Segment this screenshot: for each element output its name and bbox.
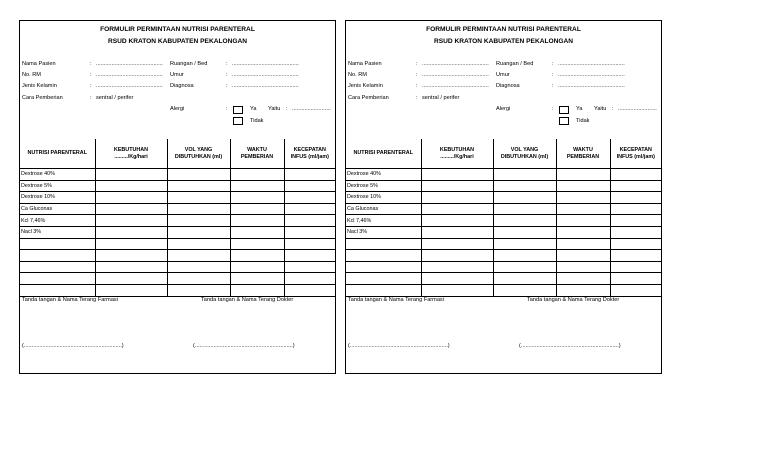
nutrition-name-cell bbox=[346, 273, 421, 285]
entry-cell[interactable] bbox=[284, 250, 335, 262]
input-dots-ruangan[interactable]: ........................................... bbox=[558, 61, 625, 67]
table-row bbox=[346, 215, 661, 227]
table-row bbox=[20, 226, 335, 238]
entry-cell[interactable] bbox=[230, 250, 284, 262]
table-row bbox=[20, 273, 335, 285]
form-title: FORMULIR PERMINTAAN NUTRISI PARENTERAL bbox=[100, 26, 255, 33]
entry-cell[interactable] bbox=[610, 284, 661, 296]
field-label-ruangan: Ruangan / Bed bbox=[496, 61, 534, 67]
entry-cell[interactable] bbox=[610, 192, 661, 204]
yaitu-input-dots[interactable]: ......................... bbox=[292, 106, 331, 112]
table-row bbox=[346, 250, 661, 262]
nutrition-name-cell bbox=[20, 261, 95, 273]
entry-cell[interactable] bbox=[167, 169, 230, 181]
column-header: VOL YANG DIBUTUHKAN (ml) bbox=[167, 139, 230, 169]
alergi-label: Alergi bbox=[170, 106, 185, 112]
sign-dokter-label: Tanda tangan & Nama Terang Dokter bbox=[201, 297, 294, 303]
table-row bbox=[346, 192, 661, 204]
entry-cell[interactable] bbox=[95, 169, 167, 181]
table-row bbox=[346, 284, 661, 296]
input-dots-diagnosa[interactable]: ........................................... bbox=[558, 83, 625, 89]
entry-cell[interactable] bbox=[95, 238, 167, 250]
table-row bbox=[20, 169, 335, 181]
checkbox-tidak[interactable] bbox=[559, 117, 569, 125]
colon: : bbox=[416, 95, 418, 101]
nutrition-name-cell: Dextrose 5% bbox=[20, 180, 95, 192]
entry-cell[interactable] bbox=[284, 215, 335, 227]
colon: : bbox=[226, 61, 228, 67]
entry-cell[interactable] bbox=[167, 284, 230, 296]
cara-pemberian-value: sentral / perifer bbox=[422, 95, 460, 101]
field-label-nama_pasien: Nama Pasien bbox=[22, 61, 56, 67]
table-header-row bbox=[20, 139, 335, 169]
entry-cell[interactable] bbox=[230, 226, 284, 238]
nutrition-name-cell: Kcl 7,46% bbox=[20, 215, 95, 227]
nutrition-name-cell bbox=[346, 284, 421, 296]
colon: : bbox=[416, 61, 418, 67]
ya-label: Ya bbox=[250, 106, 257, 112]
entry-cell[interactable] bbox=[610, 180, 661, 192]
nutrition-name-cell bbox=[346, 261, 421, 273]
entry-cell[interactable] bbox=[284, 169, 335, 181]
colon: : bbox=[90, 72, 92, 78]
table-row bbox=[346, 273, 661, 285]
entry-cell[interactable] bbox=[556, 261, 610, 273]
nutrition-table bbox=[346, 139, 661, 297]
nutrition-name-cell bbox=[20, 273, 95, 285]
table-row bbox=[20, 261, 335, 273]
nutrition-name-cell: Kcl 7,46% bbox=[346, 215, 421, 227]
column-header: KECEPATAN INFUS (ml/jam) bbox=[284, 139, 335, 169]
field-label-jenis_kelamin: Jenis Kelamin bbox=[348, 83, 383, 89]
nutrition-name-cell: Ca Gluconas bbox=[20, 203, 95, 215]
entry-cell[interactable] bbox=[556, 238, 610, 250]
entry-cell[interactable] bbox=[610, 215, 661, 227]
table-row bbox=[20, 284, 335, 296]
entry-cell[interactable] bbox=[167, 238, 230, 250]
sign-dokter-blank[interactable]: (...............................................................) bbox=[519, 343, 621, 349]
table-row bbox=[346, 169, 661, 181]
entry-cell[interactable] bbox=[284, 180, 335, 192]
field-label-umur: Umur bbox=[496, 72, 510, 78]
table-row bbox=[20, 192, 335, 204]
hospital-name: RSUD KRATON KABUPATEN PEKALONGAN bbox=[107, 38, 248, 45]
input-dots-umur[interactable]: ........................................... bbox=[232, 72, 299, 78]
table-row bbox=[346, 203, 661, 215]
field-label-no_rm: No. RM bbox=[22, 72, 41, 78]
entry-cell[interactable] bbox=[284, 203, 335, 215]
sign-dokter-blank[interactable]: (...............................................................) bbox=[193, 343, 295, 349]
colon: : bbox=[552, 72, 554, 78]
checkbox-ya[interactable] bbox=[233, 106, 243, 114]
checkbox-ya[interactable] bbox=[559, 106, 569, 114]
nutrition-name-cell: Nacl 3% bbox=[346, 226, 421, 238]
entry-cell[interactable] bbox=[421, 273, 493, 285]
table-row bbox=[20, 250, 335, 262]
table-row bbox=[20, 238, 335, 250]
entry-cell[interactable] bbox=[610, 226, 661, 238]
entry-cell[interactable] bbox=[167, 250, 230, 262]
entry-cell[interactable] bbox=[95, 192, 167, 204]
entry-cell[interactable] bbox=[284, 226, 335, 238]
field-label-no_rm: No. RM bbox=[348, 72, 367, 78]
entry-cell[interactable] bbox=[493, 284, 556, 296]
entry-cell[interactable] bbox=[230, 238, 284, 250]
entry-cell[interactable] bbox=[95, 250, 167, 262]
entry-cell[interactable] bbox=[230, 284, 284, 296]
entry-cell[interactable] bbox=[284, 261, 335, 273]
colon: : bbox=[90, 83, 92, 89]
entry-cell[interactable] bbox=[493, 192, 556, 204]
entry-cell[interactable] bbox=[167, 180, 230, 192]
column-header: KEBUTUHAN ........./Kg/hari bbox=[95, 139, 167, 169]
nutrition-name-cell: Dextrose 10% bbox=[20, 192, 95, 204]
entry-cell[interactable] bbox=[421, 169, 493, 181]
column-header: NUTRISI PARENTERAL bbox=[346, 139, 421, 169]
sign-farmasi-blank[interactable]: (...............................................................) bbox=[22, 343, 124, 349]
field-label-diagnosa: Diagnosa bbox=[170, 83, 194, 89]
nutrition-form-right bbox=[345, 20, 662, 374]
entry-cell[interactable] bbox=[167, 203, 230, 215]
entry-cell[interactable] bbox=[493, 226, 556, 238]
entry-cell[interactable] bbox=[95, 284, 167, 296]
entry-cell[interactable] bbox=[421, 203, 493, 215]
entry-cell[interactable] bbox=[284, 284, 335, 296]
yaitu-input-dots[interactable]: ......................... bbox=[618, 106, 657, 112]
entry-cell[interactable] bbox=[493, 261, 556, 273]
entry-cell[interactable] bbox=[493, 273, 556, 285]
field-label-umur: Umur bbox=[170, 72, 184, 78]
entry-cell[interactable] bbox=[230, 192, 284, 204]
entry-cell[interactable] bbox=[556, 169, 610, 181]
input-dots-no_rm[interactable]: ........................................... bbox=[96, 72, 163, 78]
entry-cell[interactable] bbox=[167, 226, 230, 238]
entry-cell[interactable] bbox=[610, 169, 661, 181]
table-row bbox=[346, 226, 661, 238]
entry-cell[interactable] bbox=[421, 192, 493, 204]
colon: : bbox=[226, 83, 228, 89]
nutrition-name-cell bbox=[20, 238, 95, 250]
column-header: VOL YANG DIBUTUHKAN (ml) bbox=[493, 139, 556, 169]
sign-farmasi-label: Tanda tangan & Nama Terang Farmasi bbox=[22, 297, 118, 303]
entry-cell[interactable] bbox=[493, 169, 556, 181]
column-header: KEBUTUHAN ........./Kg/hari bbox=[421, 139, 493, 169]
entry-cell[interactable] bbox=[230, 169, 284, 181]
entry-cell[interactable] bbox=[230, 203, 284, 215]
entry-cell[interactable] bbox=[167, 273, 230, 285]
nutrition-name-cell: Ca Gluconas bbox=[346, 203, 421, 215]
table-row bbox=[20, 203, 335, 215]
colon: : bbox=[286, 106, 288, 112]
colon: : bbox=[612, 106, 614, 112]
colon: : bbox=[416, 72, 418, 78]
column-header: WAKTU PEMBERIAN bbox=[556, 139, 610, 169]
entry-cell[interactable] bbox=[610, 250, 661, 262]
nutrition-name-cell: Dextrose 10% bbox=[346, 192, 421, 204]
colon: : bbox=[552, 106, 554, 112]
input-dots-ruangan[interactable]: ........................................... bbox=[232, 61, 299, 67]
entry-cell[interactable] bbox=[493, 238, 556, 250]
entry-cell[interactable] bbox=[230, 273, 284, 285]
entry-cell[interactable] bbox=[421, 238, 493, 250]
entry-cell[interactable] bbox=[421, 180, 493, 192]
entry-cell[interactable] bbox=[556, 226, 610, 238]
nutrition-name-cell: Dextrose 5% bbox=[346, 180, 421, 192]
entry-cell[interactable] bbox=[421, 284, 493, 296]
input-dots-no_rm[interactable]: ........................................... bbox=[422, 72, 489, 78]
entry-cell[interactable] bbox=[284, 273, 335, 285]
yaitu-label: Yaitu bbox=[268, 106, 281, 112]
entry-cell[interactable] bbox=[556, 250, 610, 262]
table-row bbox=[20, 180, 335, 192]
entry-cell[interactable] bbox=[610, 203, 661, 215]
input-dots-umur[interactable]: ........................................... bbox=[558, 72, 625, 78]
table-row bbox=[346, 238, 661, 250]
form-title: FORMULIR PERMINTAAN NUTRISI PARENTERAL bbox=[426, 26, 581, 33]
yaitu-label: Yaitu bbox=[594, 106, 607, 112]
table-header-row bbox=[346, 139, 661, 169]
entry-cell[interactable] bbox=[421, 215, 493, 227]
field-label-cara-pemberian: Cara Pemberian bbox=[348, 95, 389, 101]
field-label-ruangan: Ruangan / Bed bbox=[170, 61, 208, 67]
nutrition-name-cell bbox=[20, 284, 95, 296]
entry-cell[interactable] bbox=[284, 238, 335, 250]
colon: : bbox=[90, 61, 92, 67]
sign-dokter-label: Tanda tangan & Nama Terang Dokter bbox=[527, 297, 620, 303]
colon: : bbox=[552, 61, 554, 67]
checkbox-tidak[interactable] bbox=[233, 117, 243, 125]
entry-cell[interactable] bbox=[493, 250, 556, 262]
field-label-nama_pasien: Nama Pasien bbox=[348, 61, 382, 67]
column-header: WAKTU PEMBERIAN bbox=[230, 139, 284, 169]
input-dots-nama_pasien[interactable]: ........................................... bbox=[96, 61, 163, 67]
nutrition-table bbox=[20, 139, 335, 297]
entry-cell[interactable] bbox=[556, 273, 610, 285]
input-dots-jenis_kelamin[interactable]: ........................................... bbox=[422, 83, 489, 89]
column-header: NUTRISI PARENTERAL bbox=[20, 139, 95, 169]
entry-cell[interactable] bbox=[610, 238, 661, 250]
hospital-name: RSUD KRATON KABUPATEN PEKALONGAN bbox=[433, 38, 574, 45]
entry-cell[interactable] bbox=[493, 180, 556, 192]
entry-cell[interactable] bbox=[556, 203, 610, 215]
entry-cell[interactable] bbox=[95, 215, 167, 227]
table-row bbox=[346, 180, 661, 192]
tidak-label: Tidak bbox=[576, 118, 590, 124]
entry-cell[interactable] bbox=[167, 215, 230, 227]
entry-cell[interactable] bbox=[493, 215, 556, 227]
sign-farmasi-label: Tanda tangan & Nama Terang Farmasi bbox=[348, 297, 444, 303]
colon: : bbox=[90, 95, 92, 101]
entry-cell[interactable] bbox=[230, 180, 284, 192]
field-label-jenis_kelamin: Jenis Kelamin bbox=[22, 83, 57, 89]
entry-cell[interactable] bbox=[421, 226, 493, 238]
alergi-label: Alergi bbox=[496, 106, 511, 112]
colon: : bbox=[226, 106, 228, 112]
entry-cell[interactable] bbox=[556, 284, 610, 296]
entry-cell[interactable] bbox=[95, 261, 167, 273]
entry-cell[interactable] bbox=[556, 215, 610, 227]
entry-cell[interactable] bbox=[493, 203, 556, 215]
entry-cell[interactable] bbox=[610, 261, 661, 273]
entry-cell[interactable] bbox=[95, 273, 167, 285]
entry-cell[interactable] bbox=[95, 180, 167, 192]
nutrition-form-left bbox=[19, 20, 336, 374]
table-row bbox=[20, 215, 335, 227]
entry-cell[interactable] bbox=[421, 261, 493, 273]
entry-cell[interactable] bbox=[95, 226, 167, 238]
entry-cell[interactable] bbox=[95, 203, 167, 215]
input-dots-nama_pasien[interactable]: ........................................... bbox=[422, 61, 489, 67]
entry-cell[interactable] bbox=[230, 261, 284, 273]
entry-cell[interactable] bbox=[556, 180, 610, 192]
entry-cell[interactable] bbox=[167, 261, 230, 273]
colon: : bbox=[552, 83, 554, 89]
field-label-cara-pemberian: Cara Pemberian bbox=[22, 95, 63, 101]
entry-cell[interactable] bbox=[556, 192, 610, 204]
ya-label: Ya bbox=[576, 106, 583, 112]
cara-pemberian-value: sentral / perifer bbox=[96, 95, 134, 101]
nutrition-name-cell: Nacl 3% bbox=[20, 226, 95, 238]
input-dots-jenis_kelamin[interactable]: ........................................... bbox=[96, 83, 163, 89]
entry-cell[interactable] bbox=[421, 250, 493, 262]
tidak-label: Tidak bbox=[250, 118, 264, 124]
input-dots-diagnosa[interactable]: ........................................... bbox=[232, 83, 299, 89]
nutrition-name-cell: Dextrose 40% bbox=[20, 169, 95, 181]
colon: : bbox=[226, 72, 228, 78]
nutrition-name-cell bbox=[346, 238, 421, 250]
entry-cell[interactable] bbox=[167, 192, 230, 204]
sign-farmasi-blank[interactable]: (...............................................................) bbox=[348, 343, 450, 349]
nutrition-name-cell bbox=[20, 250, 95, 262]
nutrition-name-cell: Dextrose 40% bbox=[346, 169, 421, 181]
entry-cell[interactable] bbox=[230, 215, 284, 227]
nutrition-name-cell bbox=[346, 250, 421, 262]
entry-cell[interactable] bbox=[610, 273, 661, 285]
entry-cell[interactable] bbox=[284, 192, 335, 204]
colon: : bbox=[416, 83, 418, 89]
field-label-diagnosa: Diagnosa bbox=[496, 83, 520, 89]
table-row bbox=[346, 261, 661, 273]
column-header: KECEPATAN INFUS (ml/jam) bbox=[610, 139, 661, 169]
